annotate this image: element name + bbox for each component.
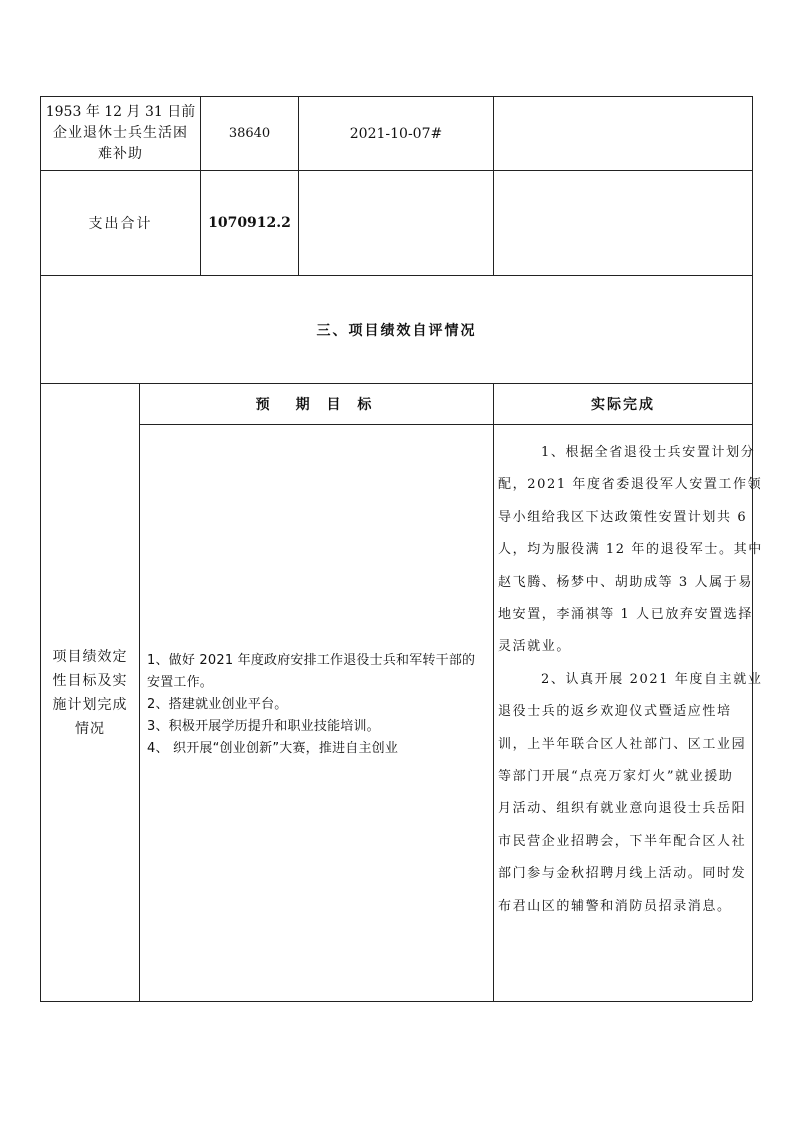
expected-goal-line: 3、积极开展学历提升和职业技能培训。: [147, 719, 380, 734]
actual-line: 人，均为服役满 12 年的退役军士。其中: [498, 542, 763, 558]
total-amount: 1070912.2: [208, 215, 291, 231]
performance-row-header-line: 项目绩效定: [52, 648, 128, 665]
actual-line: 地安置，李涌祺等 1 人已放弃安置选择: [498, 607, 753, 623]
actual-line: 导小组给我区下达政策性安置计划共 6: [498, 509, 748, 525]
performance-row-header-line: 施计划完成: [52, 696, 128, 713]
actual-line: 退役士兵的返乡欢迎仪式暨适应性培: [498, 704, 732, 720]
actual-completion-header: 实际完成: [591, 397, 655, 413]
table-divider: [139, 424, 752, 425]
subsidy-name-line: 企业退休士兵生活困: [53, 125, 188, 141]
table-divider: [493, 383, 494, 1001]
subsidy-amount: 38640: [228, 126, 271, 141]
expected-goals-list: [147, 650, 492, 760]
table-border-bottom: [40, 1001, 752, 1002]
actual-line: 2、认真开展 2021 年度自主就业: [541, 671, 763, 687]
total-date: [299, 171, 493, 275]
subsidy-note: [494, 97, 752, 170]
actual-line: 1、根据全省退役士兵安置计划分: [541, 445, 756, 460]
subsidy-name-line: 1953 年 12 月 31 日前: [45, 104, 196, 120]
expected-goal-line: 4、 织开展“创业创新”大赛，推进自主创业: [147, 741, 399, 756]
actual-line: 部门参与金秋招聘月线上活动。同时发: [498, 866, 747, 882]
expected-goal-line: 安置工作。: [147, 675, 214, 690]
subsidy-name-line: 难补助: [98, 146, 143, 162]
performance-row-header-line: 情况: [75, 720, 105, 737]
actual-line: 市民营企业招聘会，下半年配合区人社: [498, 833, 747, 849]
section-title: 三、项目绩效自评情况: [316, 322, 477, 339]
performance-row-header-line: 性目标及实: [52, 672, 128, 689]
actual-line: 赵飞腾、杨梦中、胡助成等 3 人属于易: [498, 574, 753, 590]
actual-line: 灵活就业。: [498, 639, 572, 655]
expected-goal-line: 2、搭建就业创业平台。: [147, 697, 288, 712]
actual-line: 配，2021 年度省委退役军人安置工作领: [498, 477, 763, 493]
total-label: 支出合计: [88, 216, 153, 232]
total-note: [494, 171, 752, 275]
expected-goal-line: 1、做好 2021 年度政府安排工作退役士兵和军转干部的: [147, 653, 476, 668]
actual-line: 月活动、组织有就业意向退役士兵岳阳: [498, 801, 747, 817]
actual-line: 训，上半年联合区人社部门、区工业园: [498, 736, 747, 752]
actual-line: 等部门开展“点亮万家灯火”就业援助: [498, 769, 734, 785]
subsidy-name-cell: [41, 97, 200, 170]
table-divider: [139, 383, 140, 1001]
expected-goals-header: 预 期 目 标: [255, 397, 378, 413]
subsidy-date: 2021-10-07#: [349, 125, 443, 142]
performance-row-header: [41, 384, 139, 1001]
actual-completion-text: [498, 437, 763, 923]
actual-line: 布君山区的辅警和消防员招录消息。: [498, 898, 732, 914]
